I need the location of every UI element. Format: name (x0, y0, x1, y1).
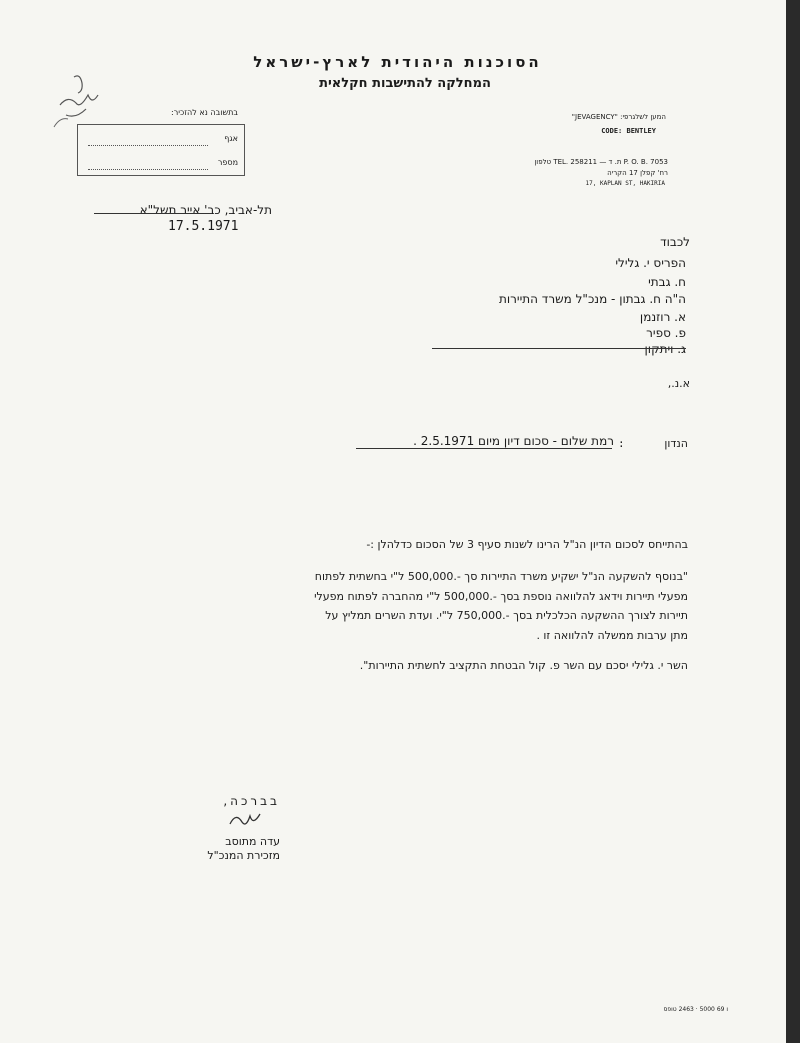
body-intro: בהתייחס לסכום הדיון הנ"ל הרינו לשנות סעיף 3 של הסכום כדלהלן :- (366, 538, 688, 551)
handwritten-signature (220, 808, 270, 830)
phone-pobox: P. O. B. 7053 ת. ד — TEL. 258211 טלפון (534, 158, 668, 166)
body-line-2: מפעלי תיירות וידאג להלוואה נוספת בסך -.500,000 ל"י מהחברה לפתוח מפעלי (314, 590, 688, 603)
addressee-6: ג. ויתקון (644, 342, 686, 356)
department-name: המחלקה להתישבות חקלאית (319, 76, 491, 91)
addressee-2: ח. גבתי (648, 275, 686, 289)
addressee-heading: לכבוד (660, 235, 690, 249)
street-address-english: 17, KAPLAN ST, HAKIRIA (585, 180, 665, 187)
subject-text: רמת שלום - סכום דיון מיום 2.5.1971 . (413, 434, 614, 448)
closing-greeting: בברכה, (223, 794, 280, 808)
gregorian-date: 17.5.1971 (168, 219, 239, 234)
body-line-1: "בנוסף להשקעה הנ"ל ישקיע משרד התיירות סך -.500,000 ל"י בחשתית לפתוח (314, 570, 688, 583)
date-underline (94, 213, 212, 214)
reply-reference-label: בתשובה נא להזכיר: (171, 108, 238, 117)
organization-name: הסוכנות היהודית לארץ-ישראל (253, 53, 542, 71)
addressee-3: ה"ה ח. גבתון - מנכ"ל משרד התיירות (498, 292, 686, 306)
salutation: א.נ., (667, 377, 690, 390)
body-line-4: מתן ערבות ממשלה להלוואה זו . (536, 629, 688, 642)
body-closing-line: השר י. גלילי יסכם עם השר פ. קול הבטחת התקציב לחשתית התיירות". (359, 659, 688, 672)
reply-field-label-1: אגף (224, 134, 238, 143)
telegraph-code: CODE: BENTLEY (601, 127, 656, 135)
signer-title: מזכירת המנכ"ל (207, 849, 280, 862)
hebrew-date: תל-אביב, כב' אייר תשל"א (139, 203, 272, 217)
addressee-5: פ. ספיר (646, 326, 686, 340)
subject-label: הנדון (664, 437, 688, 450)
street-address-hebrew: רח' קפלן 17 הקריה (607, 169, 668, 177)
reply-field-label-2: מספר (217, 158, 238, 167)
reply-reference-box (77, 124, 245, 176)
form-code: ו 69 5000 · 2463 טופס (663, 1006, 728, 1013)
addressee-4: א. רוזנמן (639, 310, 686, 324)
reply-field-line-2 (88, 169, 208, 170)
scan-edge (786, 0, 800, 1043)
cable-address: המען לשלגרפי: "JEVAGENCY" (571, 113, 666, 121)
reply-field-line-1 (88, 145, 208, 146)
body-line-3: תיירות לצורך ההשקעה הכלכלית בסך -.750,000 ל"י. ועדת השרים תמליץ על (325, 609, 688, 622)
addressee-underline (432, 348, 686, 349)
signer-name: עדה מתוסב (225, 835, 280, 848)
subject-colon: : (618, 437, 625, 450)
addressee-1: הפריס י. גלילי (615, 256, 686, 270)
subject-underline (356, 448, 612, 449)
